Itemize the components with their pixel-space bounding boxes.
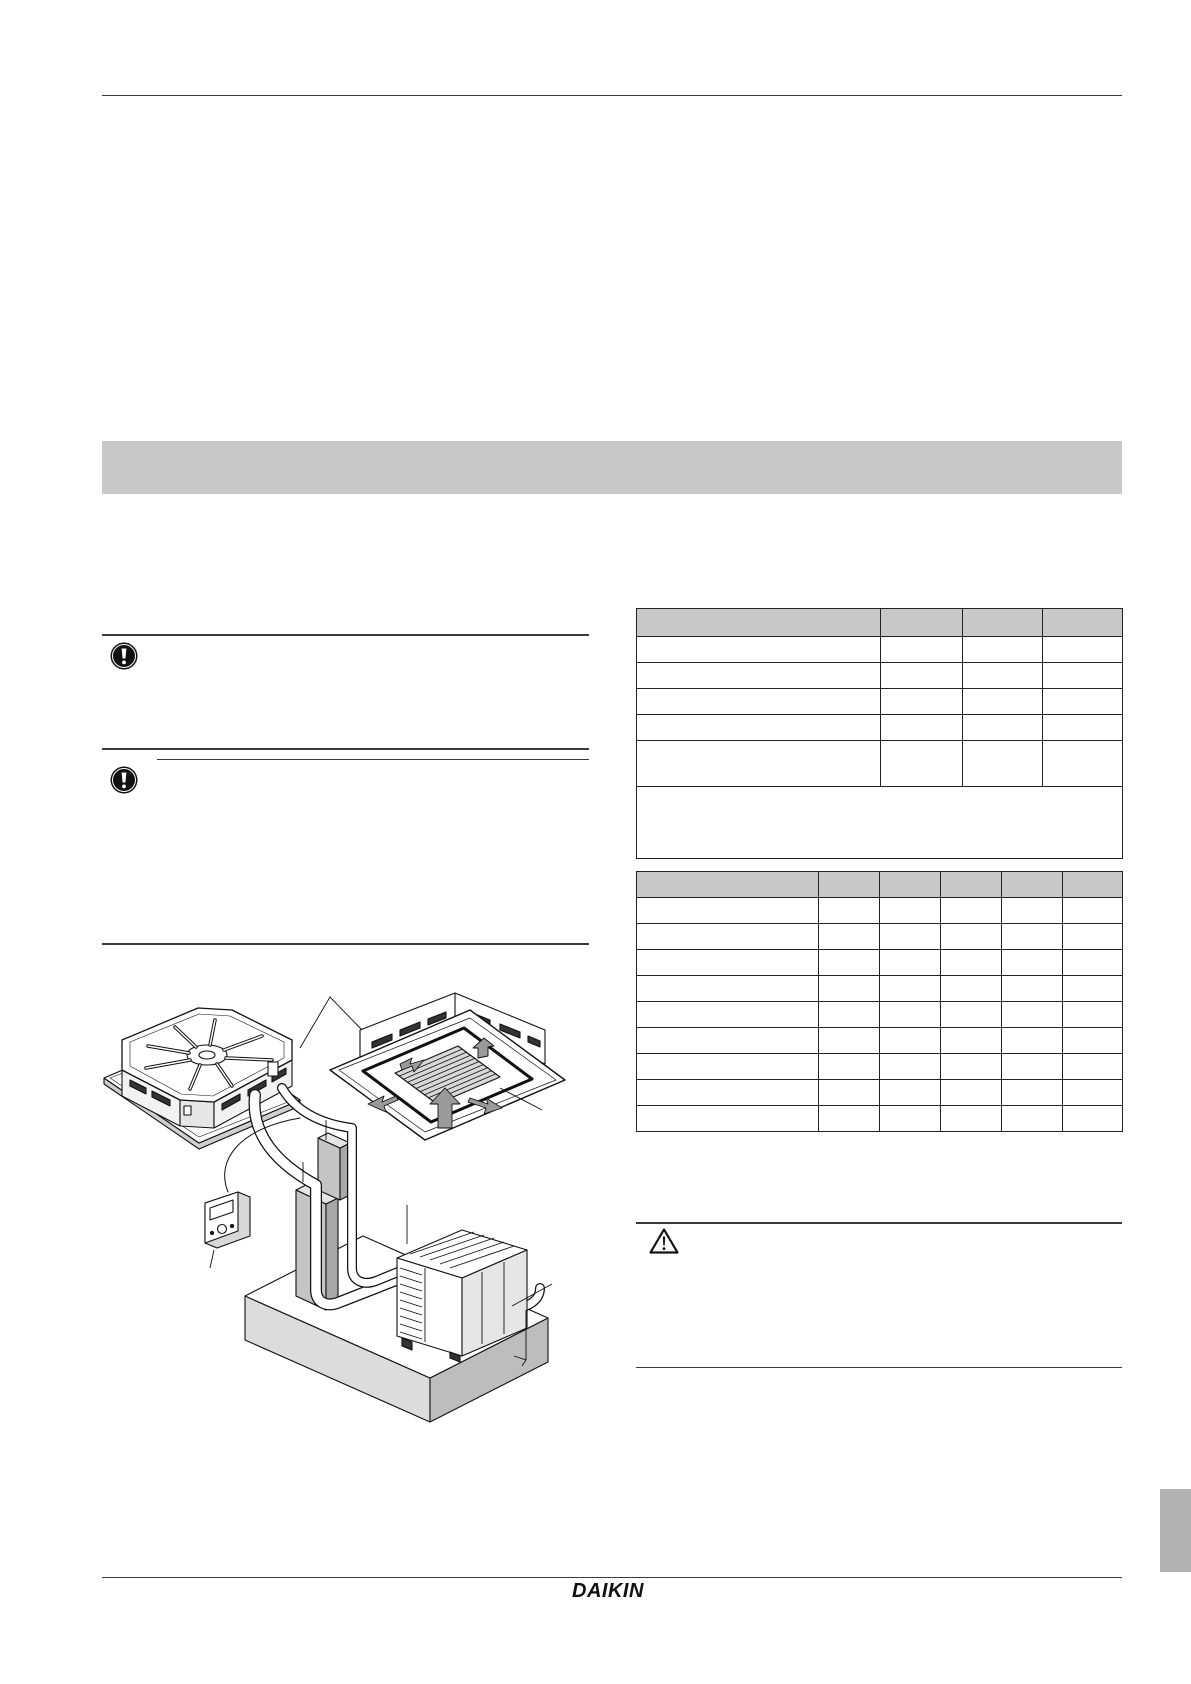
- warning-bottom-rule: [636, 1367, 1122, 1368]
- table-cell: [637, 1054, 819, 1080]
- table-cell: [637, 1028, 819, 1054]
- table-body: [637, 637, 1123, 787]
- table-cell: [880, 1002, 941, 1028]
- table-header-cell: [819, 872, 880, 898]
- table-cell: [819, 1080, 880, 1106]
- table-cell: [637, 898, 819, 924]
- table-cell: [880, 1106, 941, 1132]
- table-cell: [1043, 715, 1123, 741]
- table-cell: [637, 1080, 819, 1106]
- table-row: [637, 950, 1123, 976]
- notice-exclamation-icon: [110, 642, 138, 670]
- table-note-row: [637, 787, 1123, 859]
- table-row: [637, 741, 1123, 787]
- table-cell: [881, 637, 963, 663]
- table-cell: [941, 976, 1002, 1002]
- table-cell: [637, 689, 881, 715]
- table-row: [637, 637, 1123, 663]
- table-cell: [819, 976, 880, 1002]
- ceiling-panel-drawing: [330, 993, 565, 1140]
- table-cell: [1002, 1002, 1063, 1028]
- table-header-cell: [637, 609, 881, 637]
- table-cell: [819, 1002, 880, 1028]
- table-cell: [1002, 1028, 1063, 1054]
- table-cell: [1002, 1106, 1063, 1132]
- table-cell: [819, 1106, 880, 1132]
- table-row: [637, 898, 1123, 924]
- table-cell: [880, 898, 941, 924]
- table-cell: [1063, 976, 1123, 1002]
- table-cell: [881, 741, 963, 787]
- table-cell: [881, 663, 963, 689]
- table-cell: [1063, 1028, 1123, 1054]
- table-row: [637, 1054, 1123, 1080]
- table-cell: [963, 689, 1043, 715]
- table-cell: [941, 924, 1002, 950]
- table-cell: [941, 898, 1002, 924]
- table-cell: [1043, 637, 1123, 663]
- table-cell: [819, 1028, 880, 1054]
- table-row: [637, 1002, 1123, 1028]
- table-cell: [1063, 950, 1123, 976]
- table-cell: [819, 898, 880, 924]
- table-cell: [1063, 1080, 1123, 1106]
- table-cell: [963, 715, 1043, 741]
- table-cell: [1043, 741, 1123, 787]
- table-note: [637, 787, 1123, 859]
- table-header-cell: [1002, 872, 1063, 898]
- footer-rule: [102, 1577, 1122, 1578]
- table-header-row: [637, 609, 1123, 637]
- table-cell: [941, 1106, 1002, 1132]
- table-cell: [881, 689, 963, 715]
- table-header-row: [637, 872, 1123, 898]
- table-row: [637, 663, 1123, 689]
- table-cell: [819, 1054, 880, 1080]
- table-cell: [637, 924, 819, 950]
- warning-top-rule: [636, 1222, 1122, 1224]
- table-cell: [1063, 1054, 1123, 1080]
- table-cell: [1002, 924, 1063, 950]
- table-cell: [880, 976, 941, 1002]
- table-cell: [637, 741, 881, 787]
- table-row: [637, 715, 1123, 741]
- table-row: [637, 924, 1123, 950]
- table-cell: [1063, 1002, 1123, 1028]
- table-cell: [881, 715, 963, 741]
- table-cell: [941, 1080, 1002, 1106]
- table-cell: [1002, 1080, 1063, 1106]
- table-cell: [637, 663, 881, 689]
- specification-table-1: [636, 608, 1123, 859]
- remote-controller-drawing: [205, 1192, 250, 1248]
- table-cell: [941, 1002, 1002, 1028]
- daikin-logo: DAIKIN: [572, 1580, 644, 1602]
- table-row: [637, 976, 1123, 1002]
- table-cell: [637, 950, 819, 976]
- table-cell: [819, 924, 880, 950]
- header-rule: [102, 95, 1122, 96]
- warning-triangle-icon: [648, 1227, 680, 1255]
- table-cell: [1002, 1054, 1063, 1080]
- table-cell: [637, 715, 881, 741]
- notice-2-top-rule: [157, 759, 589, 760]
- table-cell: [941, 1054, 1002, 1080]
- table-cell: [819, 950, 880, 976]
- table-cell: [880, 1028, 941, 1054]
- table-header-cell: [880, 872, 941, 898]
- table-header-cell: [637, 872, 819, 898]
- table-cell: [1002, 976, 1063, 1002]
- table-row: [637, 1080, 1123, 1106]
- table-cell: [1043, 663, 1123, 689]
- table-header-cell: [1043, 609, 1123, 637]
- table-header-cell: [963, 609, 1043, 637]
- notice-exclamation-icon: [110, 766, 138, 794]
- notice-1-bottom-rule: [102, 748, 589, 750]
- notice-2-bottom-rule: [102, 943, 589, 945]
- table-header-cell: [1063, 872, 1123, 898]
- table-header-cell: [941, 872, 1002, 898]
- table-cell: [963, 637, 1043, 663]
- specification-table-2: [636, 871, 1123, 1132]
- table-cell: [941, 950, 1002, 976]
- table-row: [637, 689, 1123, 715]
- table-cell: [880, 924, 941, 950]
- table-cell: [637, 1002, 819, 1028]
- indoor-unit-drawing: [104, 1008, 300, 1149]
- table-cell: [1063, 924, 1123, 950]
- table-row: [637, 1028, 1123, 1054]
- table-row: [637, 1106, 1123, 1132]
- table-cell: [880, 950, 941, 976]
- table-cell: [637, 1106, 819, 1132]
- table-header-cell: [881, 609, 963, 637]
- table-cell: [941, 1028, 1002, 1054]
- table-cell: [1002, 950, 1063, 976]
- installation-illustration: [100, 990, 580, 1430]
- chapter-side-tab: [1160, 1489, 1191, 1572]
- table-cell: [1043, 689, 1123, 715]
- table-cell: [1063, 898, 1123, 924]
- table-cell: [637, 637, 881, 663]
- table-cell: [637, 976, 819, 1002]
- section-heading-bar: [102, 441, 1122, 494]
- notice-1-top-rule: [102, 634, 589, 636]
- table-cell: [1002, 898, 1063, 924]
- table-cell: [880, 1080, 941, 1106]
- table-cell: [1063, 1106, 1123, 1132]
- table-cell: [963, 663, 1043, 689]
- table-cell: [963, 741, 1043, 787]
- table-body: [637, 898, 1123, 1132]
- table-cell: [880, 1054, 941, 1080]
